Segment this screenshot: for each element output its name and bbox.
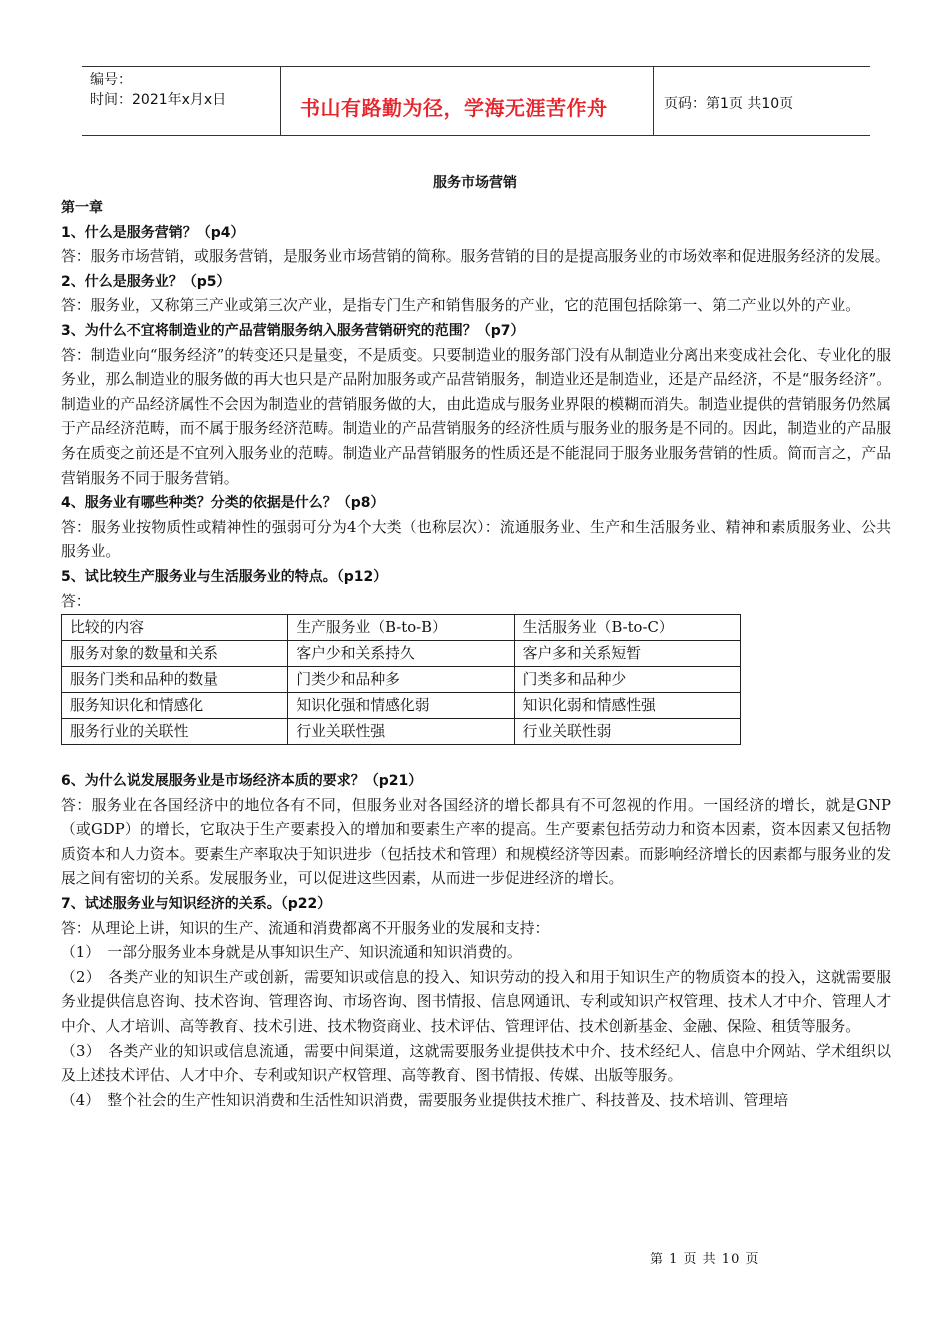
table-header-cell: 生活服务业（B-to-C） bbox=[514, 615, 740, 641]
document-body bbox=[61, 196, 891, 1113]
comparison-table bbox=[61, 614, 741, 745]
table-cell: 门类少和品种多 bbox=[288, 667, 514, 693]
header-bottom-rule bbox=[82, 135, 870, 136]
header-meta bbox=[90, 70, 226, 110]
table-cell: 门类多和品种少 bbox=[514, 667, 740, 693]
answer-2: 答：服务业，又称第三产业或第三次产业，是指专门生产和销售服务的产业，它的范围包括除第一、第二产业以外的产业。 bbox=[61, 297, 861, 315]
question-1: 1、什么是服务营销？（p4） bbox=[61, 224, 245, 241]
table-cell: 行业关联性强 bbox=[288, 719, 514, 745]
question-3: 3、为什么不宜将制造业的产品营销服务纳入服务营销研究的范围？（p7） bbox=[61, 322, 525, 339]
chapter-heading: 第一章 bbox=[61, 200, 103, 216]
table-header-row bbox=[62, 615, 741, 641]
question-7: 7、试述服务业与知识经济的关系。（p22） bbox=[61, 896, 332, 913]
table-cell: 服务行业的关联性 bbox=[62, 719, 288, 745]
question-2: 2、什么是服务业？（p5） bbox=[61, 273, 231, 290]
document-title: 服务市场营销 bbox=[433, 175, 517, 191]
table-cell: 服务对象的数量和关系 bbox=[62, 641, 288, 667]
page-footer: 第 1 页 共 10 页 bbox=[650, 1252, 760, 1267]
table-row bbox=[62, 667, 741, 693]
answer-7-item-2: （2） 各类产业的知识生产或创新，需要知识或信息的投入、知识劳动的投入和用于知识生产的物质资本的投入，这就需要服务业提供信息咨询、技术咨询、管理咨询、市场咨询、图书情报、信息网通讯、专利或知识产权管理、技术人才中介、管理人才中介、人才培训、高等教育、技术引进、技术物资商业、技术评估、管理评估、技术创新基金、金融、保险、租赁等服务。 bbox=[61, 968, 891, 1036]
answer-7-item-3: （3） 各类产业的知识或信息流通，需要中间渠道，这就需要服务业提供技术中介、技术经纪人、信息中介网站、学术组织以及上述技术评估、人才中介、专利或知识产权管理、高等教育、图书情报、传媒、出版等服务。 bbox=[61, 1042, 891, 1085]
question-5: 5、试比较生产服务业与生活服务业的特点。（p12） bbox=[61, 568, 388, 585]
table-cell: 服务知识化和情感化 bbox=[62, 693, 288, 719]
table-row bbox=[62, 719, 741, 745]
table-cell: 行业关联性弱 bbox=[514, 719, 740, 745]
table-cell: 服务门类和品种的数量 bbox=[62, 667, 288, 693]
answer-1: 答：服务市场营销，或服务营销，是服务业市场营销的简称。服务营销的目的是提高服务业的市场效率和促进服务经济的发展。 bbox=[61, 248, 890, 266]
table-row bbox=[62, 641, 741, 667]
answer-7-item-1: （1） 一部分服务业本身就是从事知识生产、知识流通和知识消费的。 bbox=[61, 944, 522, 962]
answer-3: 答：制造业向“服务经济”的转变还只是量变，不是质变。只要制造业的服务部门没有从制造业分离出来变成社会化、专业化的服务业，那么制造业的服务做的再大也只是产品附加服务或产品营销服务，制造业还是制造业，还是产品经济，不是“服务经济”。制造业的产品经济属性不会因为制造业的营销服务做的大，由此造成与服务业界限的模糊而消失。制造业提供的营销服务仍然属于产品经济范畴，而不属于服务经济范畴。制造业的产品营销服务的经济性质与服务业的服务是不同的。因此，制造业的产品服务在质变之前还是不宜列入服务业的范畴。制造业产品营销服务的性质还是不能混同于服务业服务营销的性质。简而言之，产品营销服务不同于服务营销。 bbox=[61, 346, 891, 487]
question-4: 4、服务业有哪些种类？分类的依据是什么？（p8） bbox=[61, 495, 385, 512]
answer-7-intro: 答：从理论上讲，知识的生产、流通和消费都离不开服务业的发展和支持： bbox=[61, 919, 550, 937]
comparison-table-wrapper bbox=[61, 614, 891, 745]
answer-4: 答：服务业按物质性或精神性的强弱可分为4个大类（也称层次）：流通服务业、生产和生活服务业、精神和素质服务业、公共服务业。 bbox=[61, 518, 891, 561]
table-header-cell: 比较的内容 bbox=[62, 615, 288, 641]
table-cell: 客户少和关系持久 bbox=[288, 641, 514, 667]
table-header-cell: 生产服务业（B-to-B） bbox=[288, 615, 514, 641]
table-row bbox=[62, 693, 741, 719]
question-6: 6、为什么说发展服务业是市场经济本质的要求？（p21） bbox=[61, 773, 423, 790]
answer-7-item-4: （4） 整个社会的生产性知识消费和生活性知识消费，需要服务业提供技术推广、科技普及、技术培训、管理培 bbox=[61, 1091, 789, 1109]
header-page-info: 页码：第1页 共10页 bbox=[664, 96, 794, 112]
header-number: 编号： bbox=[90, 72, 132, 88]
header-motto: 书山有路勤为径，学海无涯苦作舟 bbox=[300, 96, 608, 120]
table-cell: 客户多和关系短暂 bbox=[514, 641, 740, 667]
answer-5: 答： bbox=[61, 592, 91, 610]
table-cell: 知识化强和情感化弱 bbox=[288, 693, 514, 719]
header-date: 时间：2021年x月x日 bbox=[90, 92, 227, 108]
answer-6: 答：服务业在各国经济中的地位各有不同，但服务业对各国经济的增长都具有不可忽视的作用。一国经济的增长，就是GNP（或GDP）的增长，它取决于生产要素投入的增加和要素生产率的提高。生产要素包括劳动力和资本因素，资本因素又包括物质资本和人力资本。要素生产率取决于知识进步（包括技术和管理）和规模经济等因素。而影响经济增长的因素都与服务业的发展之间有密切的关系。发展服务业，可以促进这些因素，从而进一步促进经济的增长。 bbox=[61, 796, 891, 888]
table-cell: 知识化弱和情感性强 bbox=[514, 693, 740, 719]
